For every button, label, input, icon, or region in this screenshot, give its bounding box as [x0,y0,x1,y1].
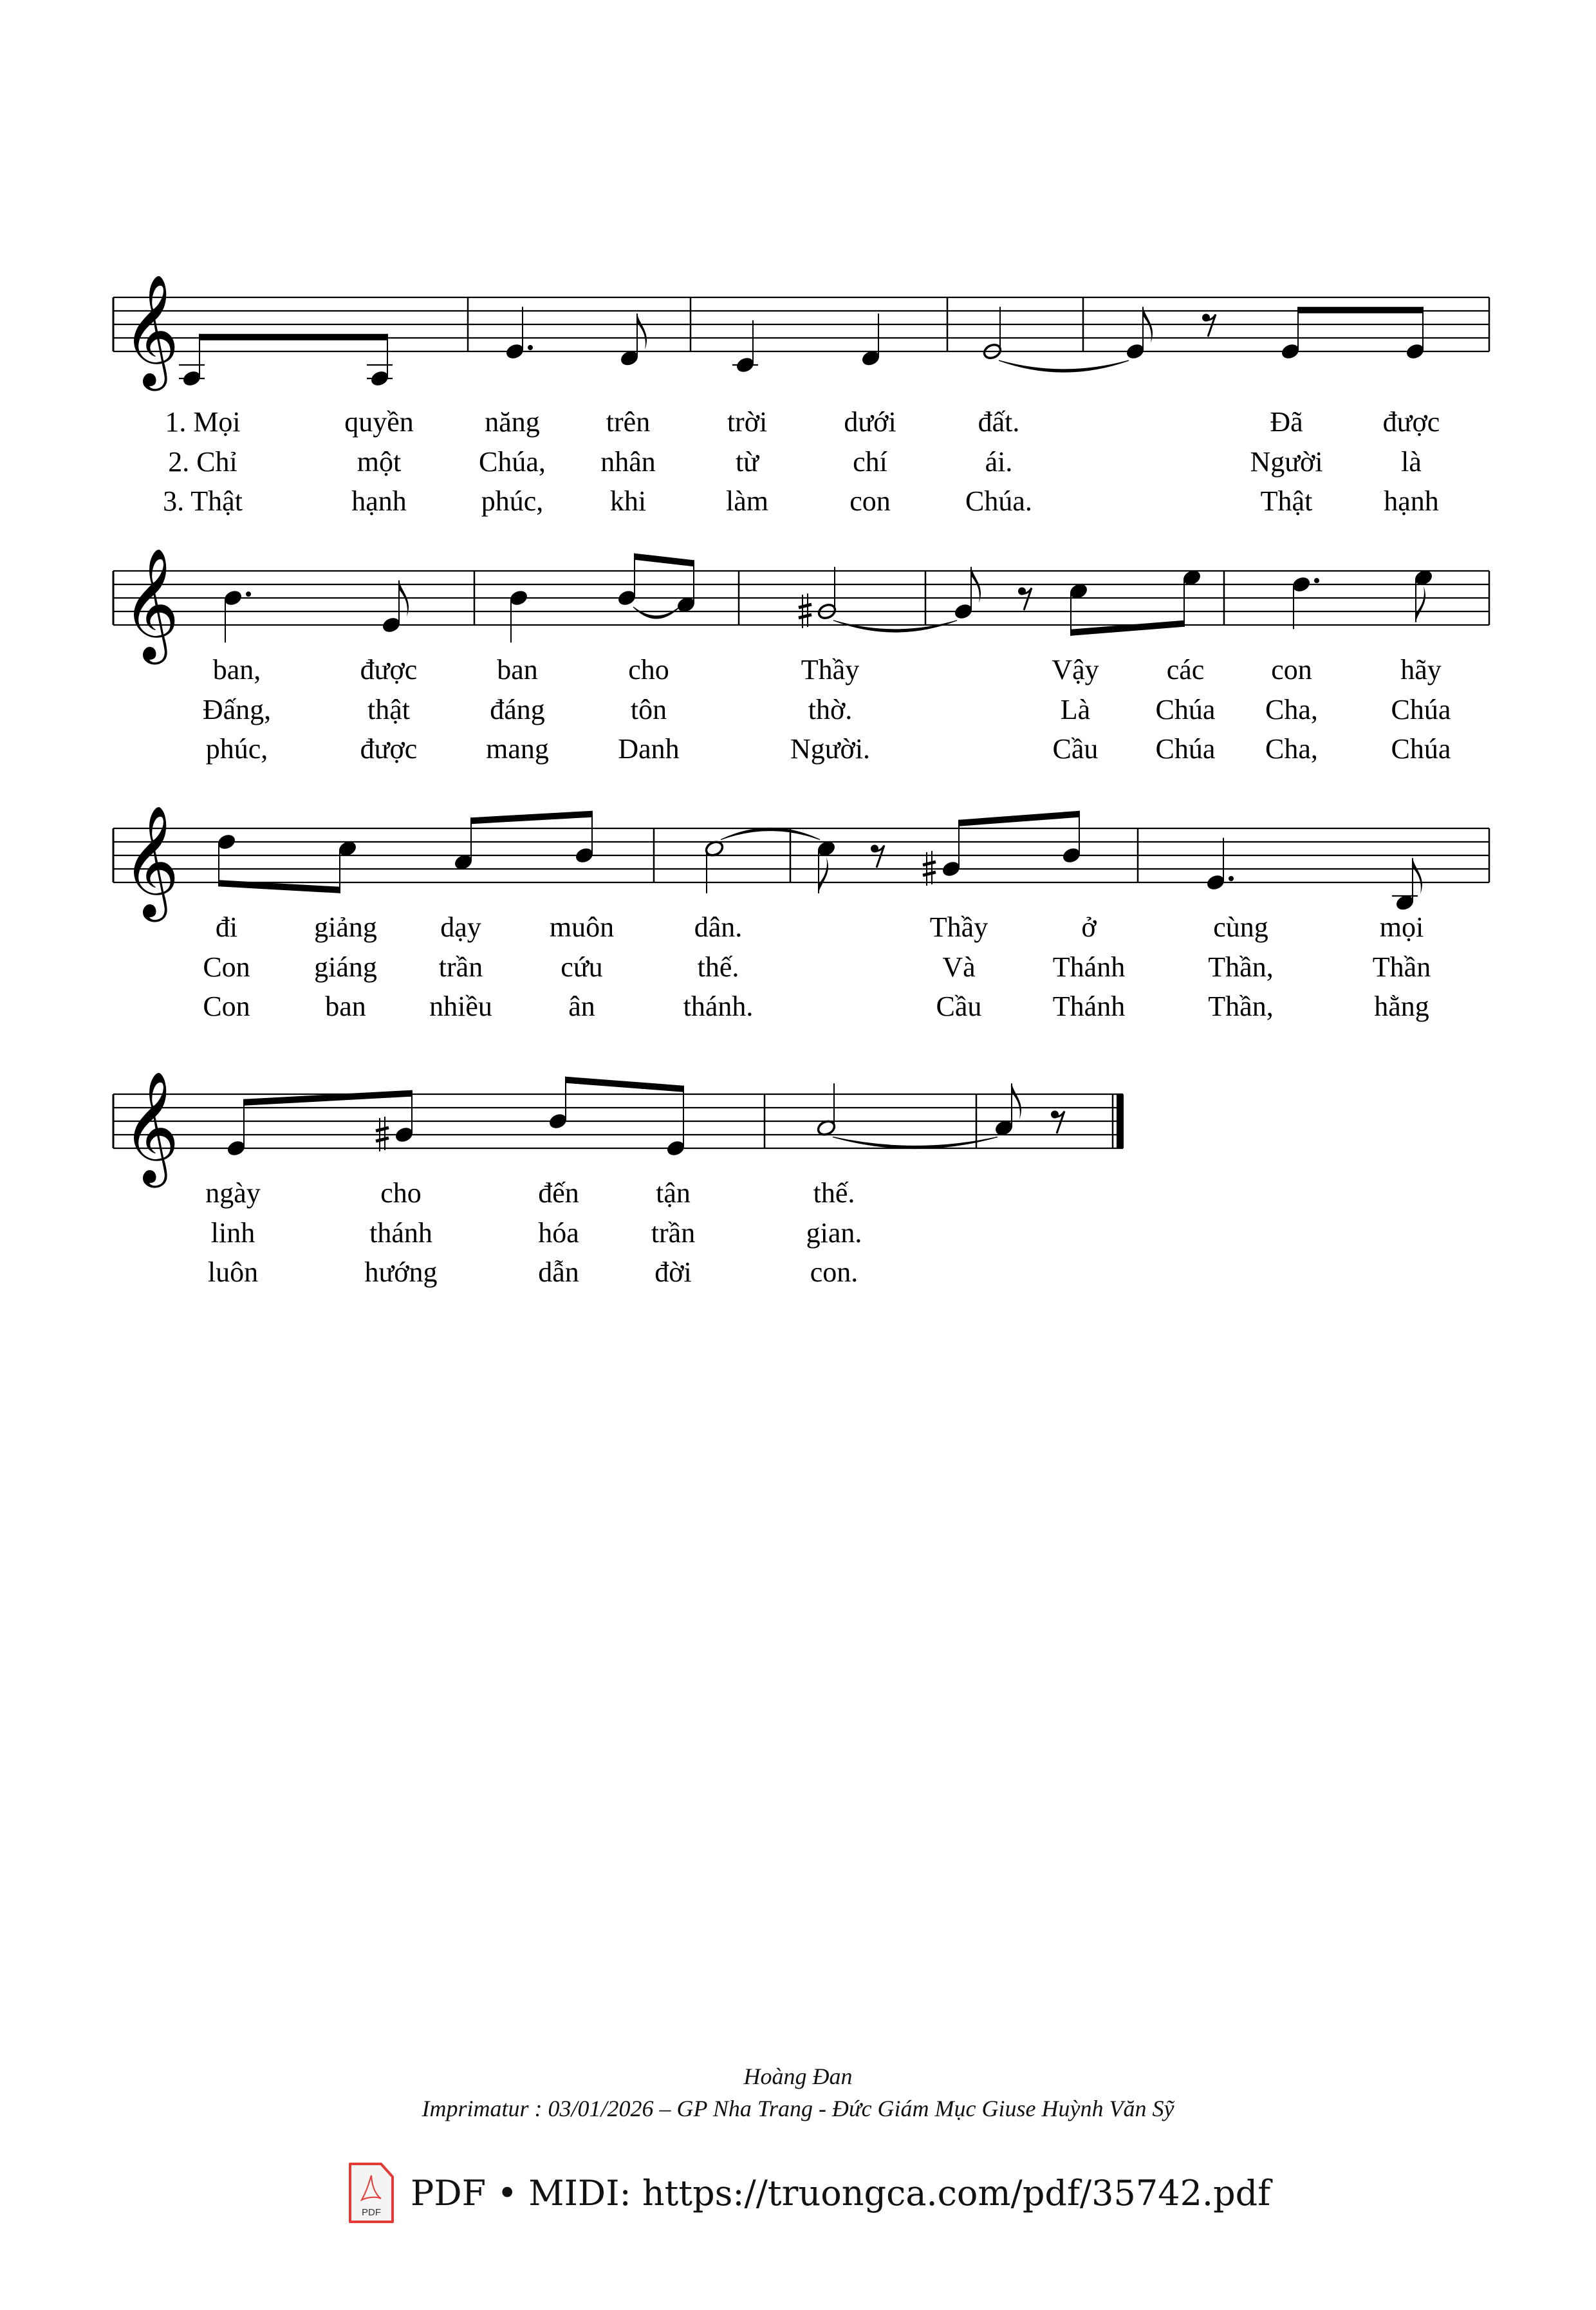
lyric-verse-2: Cha, [1265,694,1318,725]
lyric-verse-3: Con [203,991,250,1022]
note-C5 [816,839,837,893]
lyric-verse-3: Người. [790,733,871,765]
lyric-verse-2: Thần, [1208,951,1274,983]
note-Gsharp4 [953,567,981,620]
pdf-file-icon [348,2161,395,2224]
beam [200,334,387,377]
lyric-verse-3: Chúa [1391,733,1451,765]
lyric-verse-3: làm [726,485,768,517]
lyric-verse-1: Thầy [801,654,860,685]
treble-clef-icon: 𝄞 [122,274,180,386]
note-E4 [505,307,533,360]
lyric-verse-3: hằng [1374,991,1429,1022]
lyric-verse-2: Và [942,951,976,983]
note-C5 [704,839,725,893]
lyric-verse-1: ngày [205,1177,261,1209]
lyric-verse-2: một [357,446,402,478]
note-D4 [860,313,881,367]
lyric-verse-2: chí [853,446,887,478]
lyric-verse-1: quyền [344,406,414,438]
note-A4 [816,1083,837,1137]
lyric-verse-1: thế. [813,1177,855,1209]
note-B3 [1392,858,1422,911]
lyric-verse-2: thật [367,694,410,725]
svg-text:PDF: PDF [362,2207,381,2218]
tie [833,620,957,632]
lyric-verse-1: Thầy [929,911,988,943]
tie [721,828,820,840]
eighth-rest-icon [1202,314,1216,337]
lyric-verse-1: các [1166,654,1205,685]
lyric-verse-3: nhiều [429,991,492,1022]
lyric-verse-1: mọi [1379,911,1424,943]
lyric-verse-3: đời [654,1256,692,1288]
lyric-verse-1: dưới [844,406,896,438]
lyric-verse-3: dẫn [538,1256,579,1288]
lyric-verse-2: gian. [806,1217,862,1249]
lyric-verse-1: con [1271,654,1312,685]
lyric-verse-2: Thần [1372,951,1431,983]
lyric-verse-3: phúc, [481,485,544,517]
note-A3 [367,365,393,387]
lyric-verse-2: Chúa, [479,446,546,478]
lyric-verse-1: dân. [694,911,743,943]
lyric-verse-3: Chúa. [965,485,1032,517]
lyric-verse-1: Đã [1270,406,1303,438]
lyric-verse-2: ái. [985,446,1013,478]
lyric-verse-3: Danh [618,733,680,765]
lyric-verse-2: 2. Chỉ [168,446,237,478]
lyric-verse-2: Chúa [1391,694,1451,725]
beam [471,811,592,861]
lyric-verse-3: hướng [364,1256,438,1288]
lyric-verse-1: cho [628,654,669,685]
system-2 [113,548,1489,765]
lyric-verse-3: Cha, [1265,733,1318,765]
lyric-verse-1: cùng [1213,911,1268,943]
lyric-verse-1: được [1382,406,1440,438]
lyric-verse-3: phúc, [205,733,268,765]
lyric-verse-1: trên [606,406,651,438]
system-3 [113,805,1489,1022]
lyric-verse-3: Cầu [936,991,982,1022]
tie [833,1137,998,1149]
tie [633,607,680,619]
pdf-midi-url[interactable]: PDF • MIDI: https://truongca.com/pdf/35742.pdf [411,2172,1271,2213]
lyric-verse-1: 1. Mọi [165,406,241,438]
note-D5 [1291,575,1319,629]
note-E5 [1413,568,1434,622]
lyric-verse-2: tôn [630,694,667,725]
note-A4 [994,1083,1021,1137]
lyric-verse-3: mang [486,733,549,765]
lyric-verse-1: muôn [549,911,615,943]
lyric-verse-2: thế. [697,951,739,983]
treble-clef-icon: 𝄞 [122,805,180,917]
lyric-verse-2: Đấng, [202,694,272,725]
note-A3 [179,365,205,387]
imprimatur-line: Imprimatur : 03/01/2026 – GP Nha Trang - Đức Giám Mục Giuse Huỳnh Văn Sỹ [422,2096,1174,2121]
beam [635,554,694,604]
eighth-rest-icon [1018,588,1032,610]
lyric-verse-1: ban [497,654,538,685]
lyric-verse-3: Thật [1260,485,1313,517]
beam [566,1077,683,1147]
lyric-verse-1: ở [1081,911,1097,943]
lyric-verse-3: con. [810,1256,858,1288]
eighth-rest-icon [871,845,884,868]
lyric-verse-1: ban, [212,654,261,685]
note-E4 [982,307,1003,360]
lyric-verse-2: cứu [561,951,603,983]
beam [1071,579,1184,636]
lyric-verse-1: năng [485,406,540,438]
lyric-verse-3: hạnh [351,485,407,517]
lyric-verse-2: trần [438,951,483,983]
lyric-verse-2: đáng [490,694,545,725]
lyric-verse-3: ân [568,991,595,1022]
lyric-verse-1: đến [538,1177,579,1209]
lyric-verse-1: đất. [978,406,1020,438]
lyric-verse-2: Người [1250,446,1323,478]
lyric-verse-1: giảng [314,911,377,943]
treble-clef-icon: 𝄞 [122,1071,180,1183]
lyric-verse-1: cho [380,1177,422,1209]
note-D4 [619,313,647,367]
lyric-verse-3: Thần, [1208,991,1274,1022]
lyric-verse-1: tận [656,1177,691,1209]
note-E4 [1125,307,1153,360]
treble-clef-icon: 𝄞 [122,548,180,660]
lyric-verse-1: được [360,654,418,685]
lyric-verse-3: được [360,733,418,765]
beam [1298,307,1423,350]
lyric-verse-3: ban [325,991,366,1022]
note-B4 [223,589,251,642]
tie [999,360,1129,372]
lyric-verse-2: Là [1060,694,1091,725]
composer-credit: Hoàng Đan [743,2063,853,2089]
lyric-verse-2: Con [203,951,250,983]
lyric-verse-2: linh [210,1217,255,1249]
lyric-verse-3: Cầu [1052,733,1099,765]
lyric-verse-3: luôn [207,1256,259,1288]
note-B4 [508,589,529,642]
lyric-verse-2: nhân [600,446,656,478]
lyric-verse-2: thánh [369,1217,432,1249]
lyric-verse-2: hóa [538,1217,579,1249]
lyric-verse-2: giáng [314,951,377,983]
lyric-verse-3: Chúa [1155,733,1216,765]
lyric-verse-2: thờ. [808,694,853,725]
lyric-verse-3: con [849,485,891,517]
lyric-verse-2: Thánh [1052,951,1126,983]
system-1 [113,274,1489,517]
lyric-verse-3: khi [609,485,647,517]
note-E4 [381,581,409,634]
note-C4 [732,321,758,374]
lyric-verse-2: là [1401,446,1422,478]
lyric-verse-3: 3. Thật [163,485,243,517]
lyric-verse-3: Thánh [1052,991,1126,1022]
lyric-verse-2: từ [735,446,759,478]
lyric-verse-3: hạnh [1384,485,1439,517]
lyric-verse-2: trần [651,1217,696,1249]
lyric-verse-3: thánh. [683,991,754,1022]
lyric-verse-1: dạy [440,911,481,943]
lyric-verse-1: đi [215,911,238,943]
system-4 [113,1071,1124,1288]
note-E4 [1205,838,1234,891]
lyric-verse-1: hãy [1400,654,1442,685]
eighth-rest-icon [1051,1111,1064,1133]
lyric-verse-1: trời [727,406,768,438]
lyric-verse-2: Chúa [1155,694,1216,725]
lyric-verse-1: Vậy [1052,654,1099,685]
download-link[interactable] [348,2161,1270,2225]
beam [959,811,1079,868]
